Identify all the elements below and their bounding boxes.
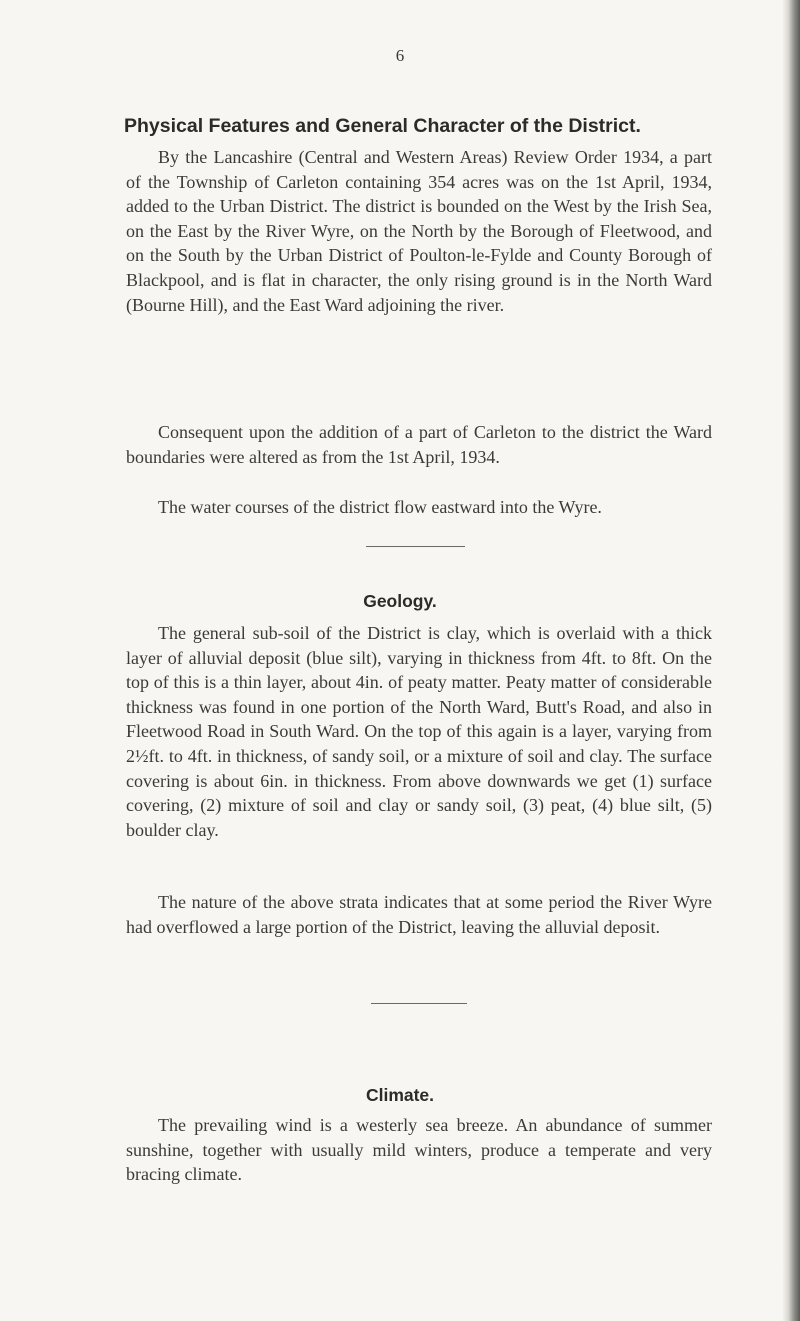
intro-paragraph-3: The water courses of the district flow eastward into the Wyre. — [158, 497, 602, 517]
section-divider-2 — [371, 1003, 467, 1004]
geology-paragraph-1: The general sub-soil of the District is clay, which is overlaid with a thick layer of alluvial deposit (blue silt), varying in thickness from 4ft. to 8ft. On the top of this is a thin layer, about 4in. of peaty matter. Peaty matter of considerable thickness was found in one portion of the North Ward, Butt's Road, and also in Fleetwood Road in South Ward. On the top of this again is a layer, varying from 2½ft. to 4ft. in thickness, of sandy soil, or a mixture of soil and clay. The surface covering is about 6in. in thickness. From above downwards we get (1) surface covering, (2) mixture of soil and clay or sandy soil, (3) peat, (4) blue silt, (5) boulder clay. — [126, 623, 712, 840]
page-edge-shadow — [782, 0, 800, 1321]
page-title: Physical Features and General Character of the District. — [124, 115, 641, 137]
intro-paragraph-2: Consequent upon the addition of a part of Carleton to the district the Ward boundaries were altered as from the 1st April, 1934. — [126, 422, 712, 467]
section-divider-1 — [366, 546, 465, 547]
geology-paragraph-2: The nature of the above strata indicates that at some period the River Wyre had overflowed a large portion of the District, leaving the alluvial deposit. — [126, 892, 712, 937]
intro-paragraph-1: By the Lancashire (Central and Western Areas) Review Order 1934, a part of the Township of Carleton containing 354 acres was on the 1st April, 1934, added to the Urban District. The district is bounded on the West by the Irish Sea, on the East by the River Wyre, on the North by the Borough of Fleetwood, and on the South by the Urban District of Poulton-le-Fylde and County Borough of Blackpool, and is flat in character, the only rising ground is in the North Ward (Bourne Hill), and the East Ward adjoining the river. — [126, 147, 712, 315]
geology-heading: Geology. — [363, 591, 437, 611]
climate-heading: Climate. — [365, 1085, 435, 1105]
page-number: 6 — [395, 46, 405, 65]
climate-paragraph-1: The prevailing wind is a westerly sea breeze. An abundance of summer sunshine, together with usually mild winters, produce a temperate and very bracing climate. — [126, 1115, 712, 1185]
